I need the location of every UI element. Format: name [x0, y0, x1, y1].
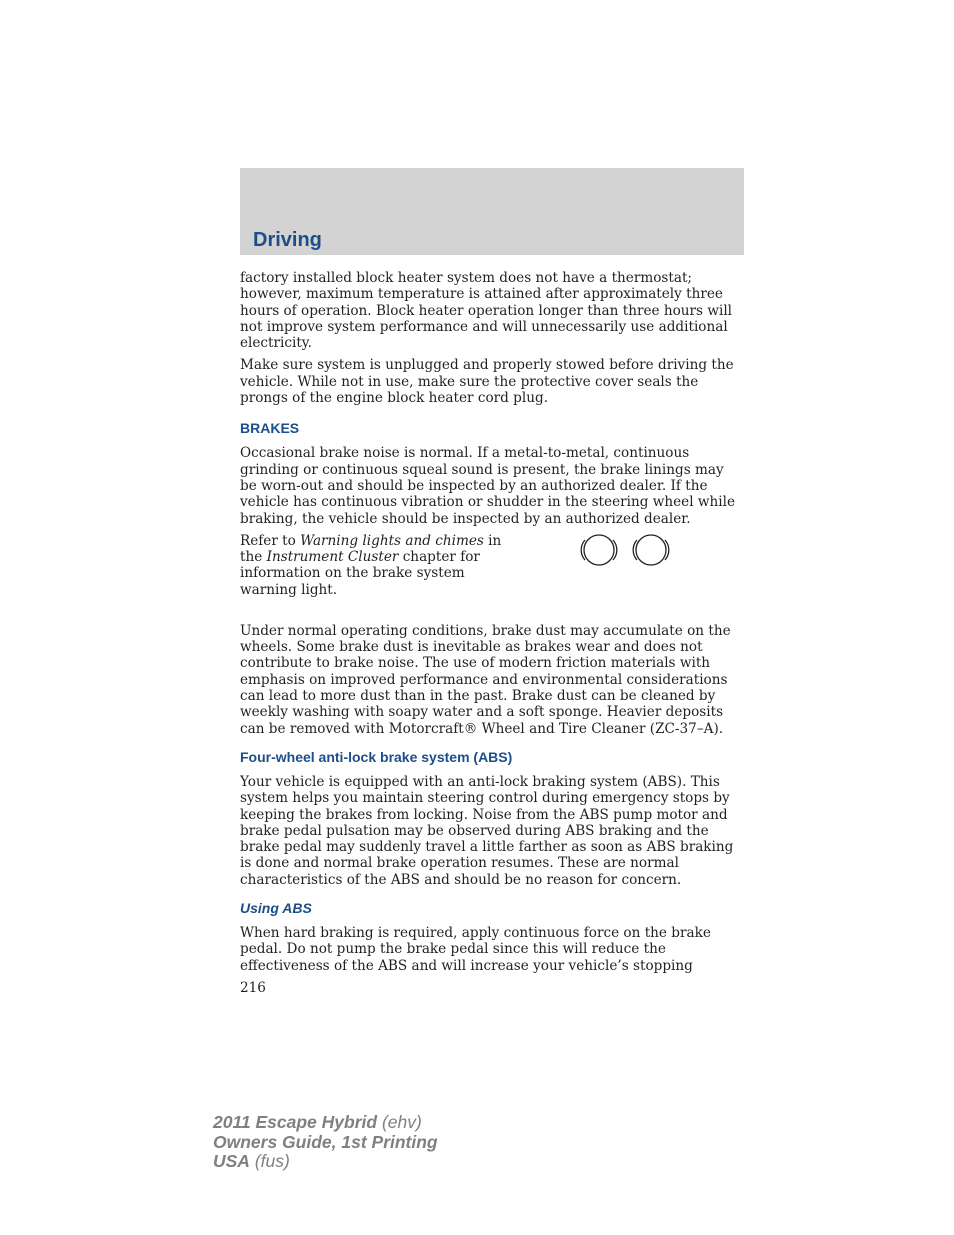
- block-heater-unplug-paragraph: Make sure system is unplugged and properly stowed before driving the vehicle. While not in use, make sure the protective cover seals the prongs of the engine block heater cord plug.: [240, 357, 734, 407]
- block-heater-paragraph: factory installed block heater system does not have a thermostat; however, maximum temperature is attained after approximately three hours of operation. Block heater operation longer than three hours will not improve system performance and will unnecessarily use additional electricity.: [240, 270, 733, 352]
- footer-market-code: (fus): [249, 1151, 290, 1171]
- footer-line-market: [213, 1152, 438, 1172]
- brakes-heading: BRAKES: [240, 420, 300, 437]
- abs-heading: Four-wheel anti-lock brake system (ABS): [240, 748, 513, 765]
- section-header-band: [240, 168, 744, 255]
- refer-suffix: chapter for information on the brake system warning light.: [240, 549, 480, 598]
- refer-prefix: Refer to: [240, 532, 301, 549]
- brake-noise-paragraph: Occasional brake noise is normal. If a metal-to-metal, continuous grinding or continuous squeal sound is present, the brake linings may be worn-out and should be inspected by an authorized dealer. If the vehicle has continuous vibration or shudder in the steering wheel while braking, the vehicle should be inspected by an authorized dealer.: [240, 445, 736, 527]
- brake-warning-reference-text: [240, 533, 502, 598]
- brake-dust-paragraph: Under normal operating conditions, brake dust may accumulate on the wheels. Some brake dust is inevitable as brakes wear and does not contribute to brake noise. The use of modern friction materials with emphasis on improved performance and environmental considerations can lead to more dust than in the past. Brake dust can be cleaned by weekly washing with soapy water and a soft sponge. Heavier deposits can be removed with Motorcraft® Wheel and Tire Cleaner (ZC-37–A).: [240, 622, 731, 737]
- footer-line-guide: [213, 1133, 438, 1153]
- page-number: 216: [240, 979, 266, 996]
- using-abs-paragraph: When hard braking is required, apply continuous force on the brake pedal. Do not pump the brake pedal since this will reduce the effectiveness of the ABS and will increase your vehicle’s stopping: [240, 925, 711, 974]
- footer-model-code: (ehv): [377, 1112, 422, 1132]
- page-content: [240, 270, 744, 996]
- instrument-cluster-ref: Instrument Cluster: [266, 549, 399, 566]
- using-abs-heading: Using ABS: [240, 900, 312, 917]
- refer-middle: in the: [240, 532, 502, 566]
- section-title: Driving: [253, 229, 322, 251]
- footer-guide-printing: Owners Guide, 1st Printing: [213, 1131, 438, 1152]
- abs-paragraph: Your vehicle is equipped with an anti-lock braking system (ABS). This system helps you maintain steering control during emergency stops by keeping the brakes from locking. Noise from the ABS pump motor and brake pedal pulsation may be observed during ABS braking and the brake pedal may suddenly travel a little farther as soon as ABS braking is done and normal brake operation resumes. These are normal characteristics of the ABS and should be no reason for concern.: [240, 773, 734, 888]
- document-footer: [213, 1113, 438, 1172]
- brake-warning-icon: [579, 533, 675, 595]
- footer-market: USA: [213, 1151, 250, 1171]
- brake-warning-reference: [240, 533, 744, 617]
- warning-lights-chapter-ref: Warning lights and chimes: [300, 532, 484, 549]
- footer-model-name: 2011 Escape Hybrid: [213, 1112, 378, 1132]
- footer-line-model: [213, 1113, 438, 1133]
